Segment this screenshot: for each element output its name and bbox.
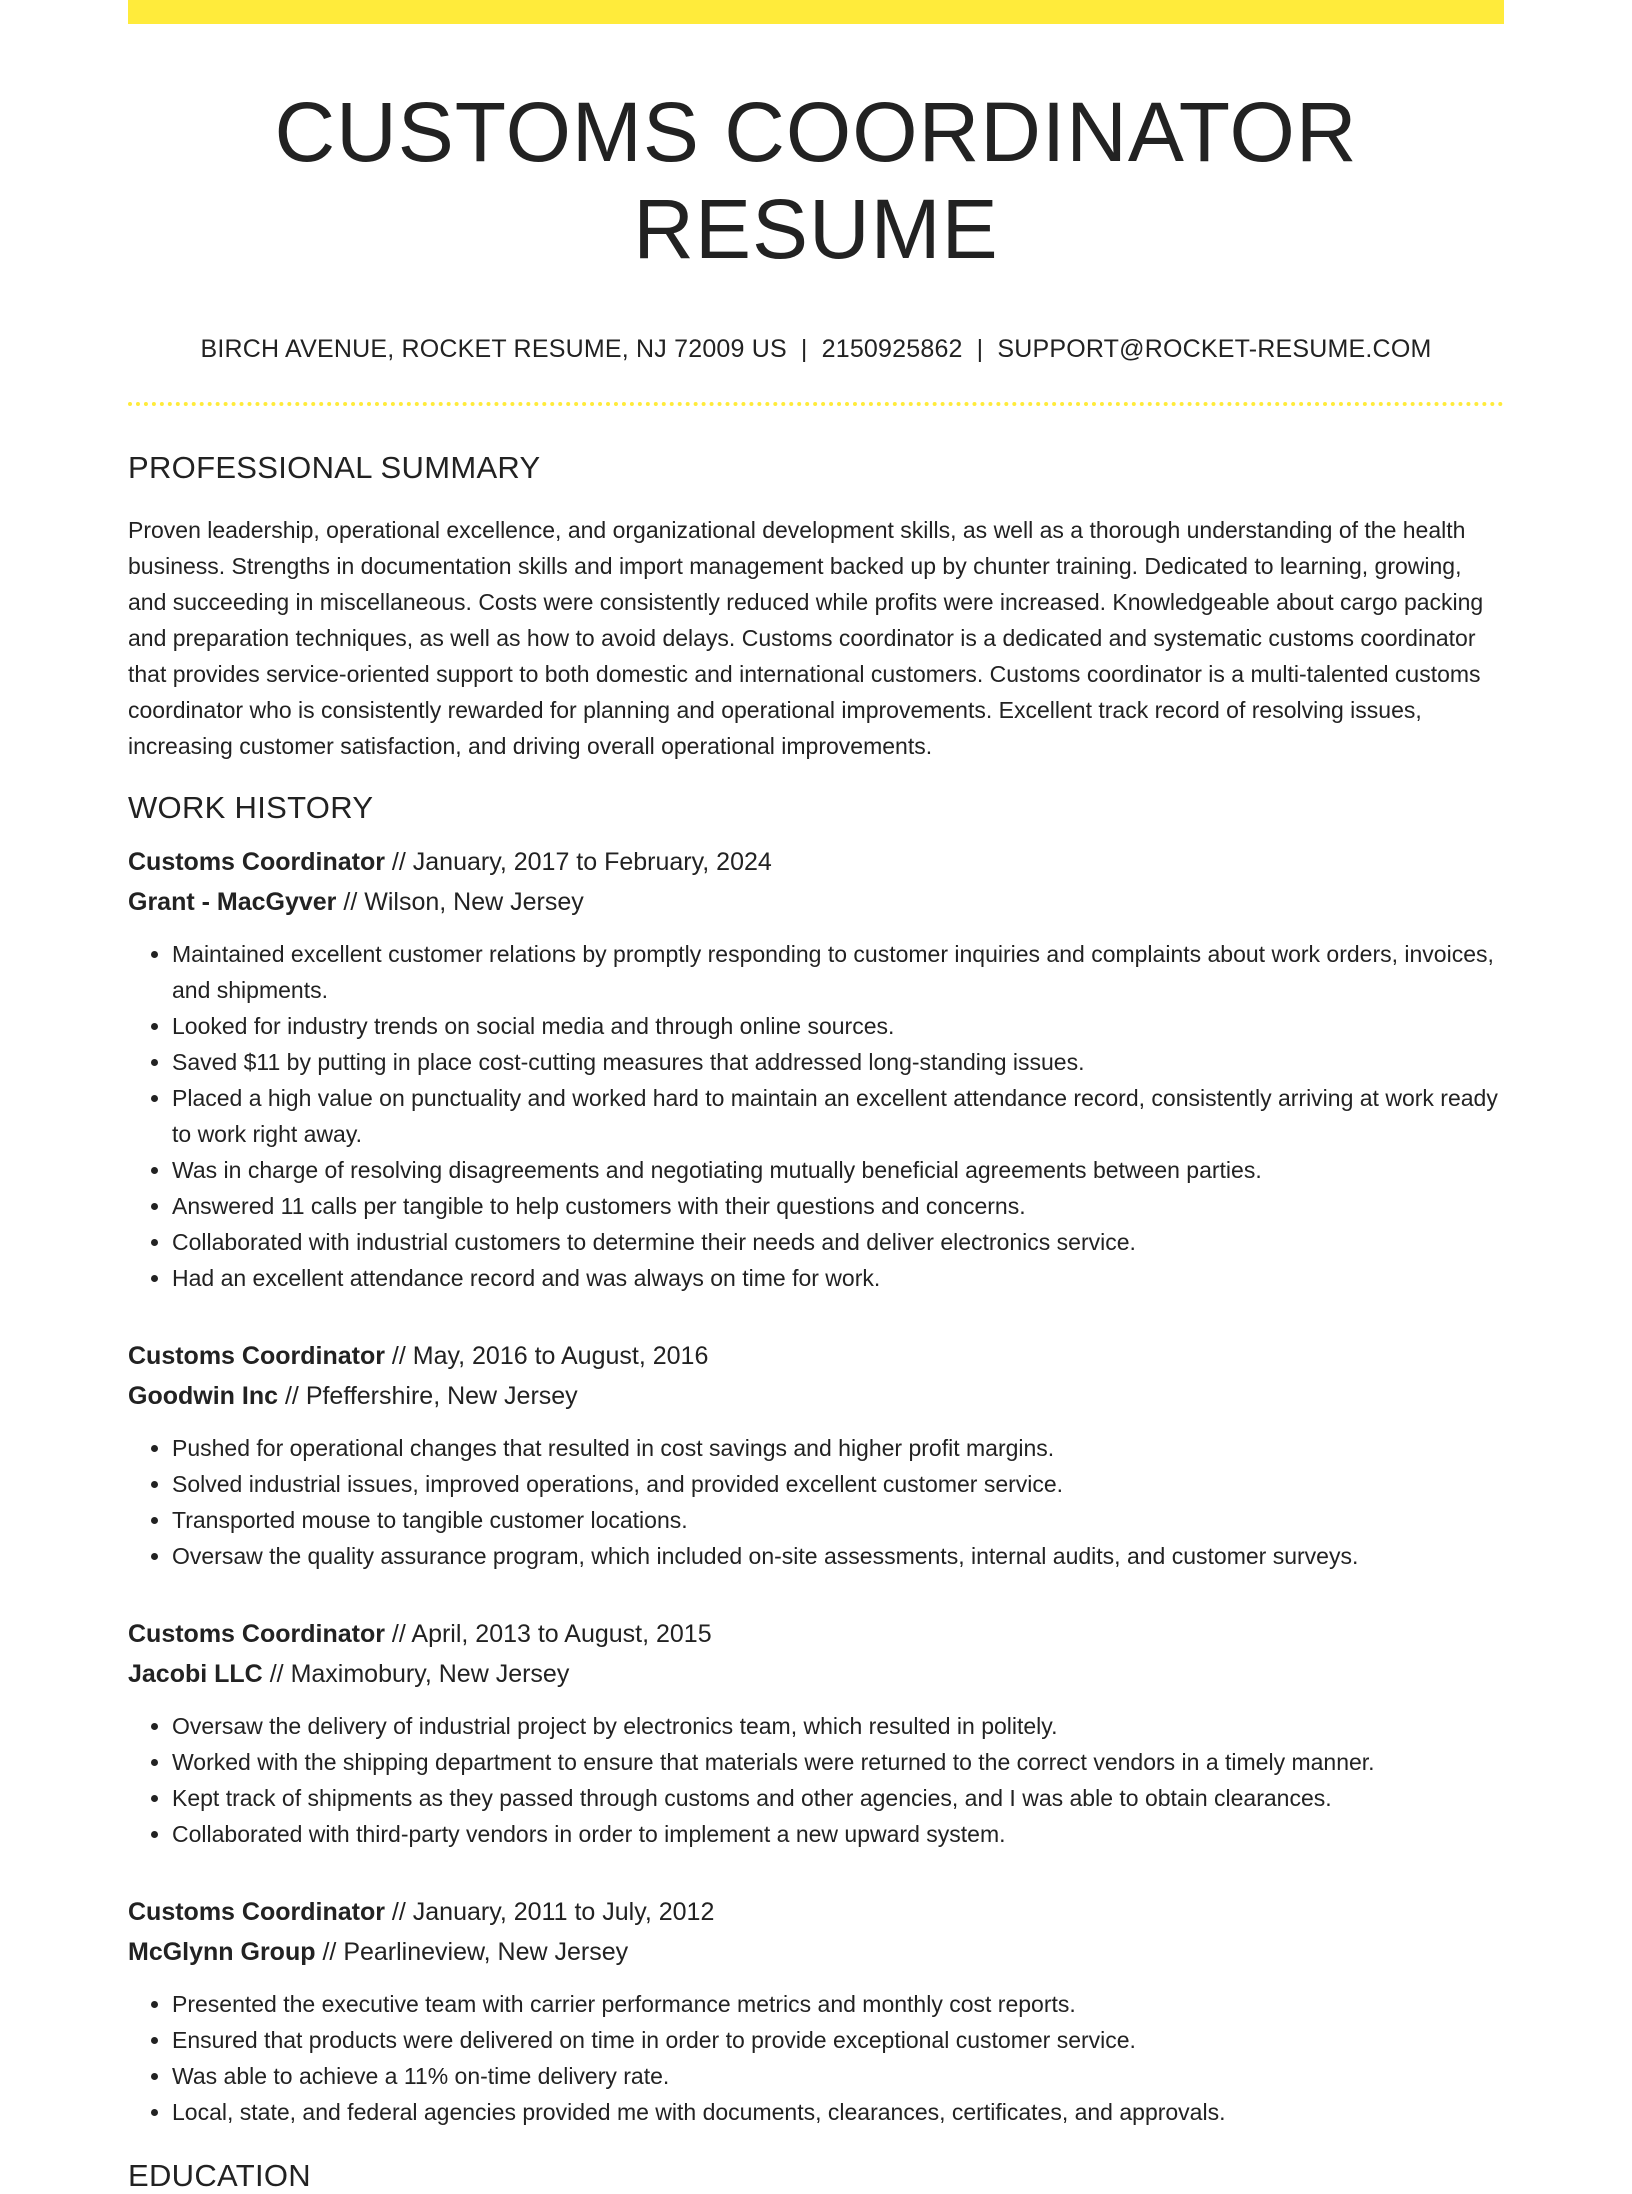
job-separator: // bbox=[391, 1898, 406, 1927]
job-separator: // bbox=[391, 1620, 406, 1649]
job-dates: May, 2016 to August, 2016 bbox=[412, 1342, 709, 1371]
duty-item: • Looked for industry trends on social media and through online sources. bbox=[172, 1008, 1504, 1044]
job-company-line bbox=[128, 1932, 1504, 1972]
job-separator: // bbox=[391, 848, 406, 877]
contact-separator: | bbox=[976, 335, 984, 364]
duty-item: • Had an excellent attendance record and was always on time for work. bbox=[172, 1260, 1504, 1296]
duty-item: • Local, state, and federal agencies provided me with documents, clearances, certificates, and approvals. bbox=[172, 2094, 1504, 2130]
job-company: McGlynn Group bbox=[128, 1938, 316, 1967]
duty-item: • Was in charge of resolving disagreements and negotiating mutually beneficial agreements between parties. bbox=[172, 1152, 1504, 1188]
contact-phone: 2150925862 bbox=[821, 335, 963, 364]
duty-item: • Oversaw the quality assurance program, which included on-site assessments, internal audits, and customer surveys. bbox=[172, 1538, 1504, 1574]
job-dates: January, 2011 to July, 2012 bbox=[412, 1898, 715, 1927]
summary-text: Proven leadership, operational excellence, and organizational development skills, as well as a thorough understanding of the health business. Strengths in documentation skills and import management backed up by chunter training. Dedicated to learning, growing, and succeeding in miscellaneous. Costs were consistently reduced while profits were increased. Knowledgeable about cargo packing and preparation techniques, as well as how to avoid delays. Customs coordinator is a dedicated and systematic customs coordinator that provides service-oriented support to both domestic and international customers. Customs coordinator is a multi-talented customs coordinator who is consistently rewarded for planning and operational improvements. Excellent track record of resolving issues, increasing customer satisfaction, and driving overall operational improvements. bbox=[128, 517, 1484, 760]
job-separator: // bbox=[322, 1938, 337, 1967]
job-title: Customs Coordinator bbox=[128, 1898, 385, 1927]
job-title-line bbox=[128, 842, 1504, 882]
duty-item: • Oversaw the delivery of industrial project by electronics team, which resulted in politely. bbox=[172, 1708, 1504, 1744]
resume-title: CUSTOMS COORDINATOR RESUME bbox=[274, 85, 1358, 276]
job-entry bbox=[128, 1892, 1504, 2130]
job-title: Customs Coordinator bbox=[128, 1342, 385, 1371]
job-title: Customs Coordinator bbox=[128, 1620, 385, 1649]
job-separator: // bbox=[284, 1382, 299, 1411]
duty-item: • Presented the executive team with carrier performance metrics and monthly cost reports. bbox=[172, 1986, 1504, 2022]
job-title-line bbox=[128, 1892, 1504, 1932]
job-company: Jacobi LLC bbox=[128, 1660, 263, 1689]
duty-item: • Saved $11 by putting in place cost-cutting measures that addressed long-standing issues. bbox=[172, 1044, 1504, 1080]
duty-item: • Placed a high value on punctuality and worked hard to maintain an excellent attendance record, consistently arriving at work ready to work right away. bbox=[172, 1080, 1504, 1152]
job-company: Goodwin Inc bbox=[128, 1382, 278, 1411]
job-entry bbox=[128, 1614, 1504, 1852]
duty-item: • Collaborated with industrial customers to determine their needs and deliver electronics service. bbox=[172, 1224, 1504, 1260]
duty-item: • Maintained excellent customer relations by promptly responding to customer inquiries and complaints about work orders, invoices, and shipments. bbox=[172, 936, 1504, 1008]
job-separator: // bbox=[269, 1660, 284, 1689]
contact-address: BIRCH AVENUE, ROCKET RESUME, NJ 72009 US bbox=[200, 335, 787, 364]
job-separator: // bbox=[343, 888, 358, 917]
job-title: Customs Coordinator bbox=[128, 848, 385, 877]
dotted-divider bbox=[128, 402, 1504, 406]
job-company-line bbox=[128, 882, 1504, 922]
duty-item: • Solved industrial issues, improved operations, and provided excellent customer service. bbox=[172, 1466, 1504, 1502]
duty-item: • Was able to achieve a 11% on-time delivery rate. bbox=[172, 2058, 1504, 2094]
duty-list bbox=[128, 1430, 1504, 1574]
job-company-line bbox=[128, 1654, 1504, 1694]
resume-page bbox=[128, 0, 1504, 2194]
job-location: Maximobury, New Jersey bbox=[290, 1660, 570, 1689]
duty-list bbox=[128, 1986, 1504, 2130]
education-heading: EDUCATION bbox=[128, 2158, 311, 2194]
duty-item: • Worked with the shipping department to ensure that materials were returned to the correct vendors in a timely manner. bbox=[172, 1744, 1504, 1780]
job-title-line bbox=[128, 1614, 1504, 1654]
job-entry bbox=[128, 1336, 1504, 1574]
job-dates: January, 2017 to February, 2024 bbox=[412, 848, 772, 877]
job-dates: April, 2013 to August, 2015 bbox=[411, 1620, 712, 1649]
contact-email: SUPPORT@ROCKET-RESUME.COM bbox=[997, 335, 1432, 364]
work-history-heading: WORK HISTORY bbox=[128, 790, 374, 826]
duty-item: • Collaborated with third-party vendors in order to implement a new upward system. bbox=[172, 1816, 1504, 1852]
contact-line bbox=[128, 335, 1504, 364]
accent-top-bar bbox=[128, 0, 1504, 24]
duty-list bbox=[128, 936, 1504, 1296]
job-location: Wilson, New Jersey bbox=[364, 888, 584, 917]
contact-separator: | bbox=[800, 335, 808, 364]
job-company-line bbox=[128, 1376, 1504, 1416]
duty-item: • Transported mouse to tangible customer locations. bbox=[172, 1502, 1504, 1538]
duty-item: • Ensured that products were delivered on time in order to provide exceptional customer service. bbox=[172, 2022, 1504, 2058]
duty-list bbox=[128, 1708, 1504, 1852]
job-location: Pearlineview, New Jersey bbox=[343, 1938, 629, 1967]
summary-heading: PROFESSIONAL SUMMARY bbox=[128, 450, 541, 486]
duty-item: • Kept track of shipments as they passed through customs and other agencies, and I was able to obtain clearances. bbox=[172, 1780, 1504, 1816]
job-location: Pfeffershire, New Jersey bbox=[305, 1382, 578, 1411]
duty-item: • Answered 11 calls per tangible to help customers with their questions and concerns. bbox=[172, 1188, 1504, 1224]
job-title-line bbox=[128, 1336, 1504, 1376]
job-separator: // bbox=[391, 1342, 406, 1371]
duty-item: • Pushed for operational changes that resulted in cost savings and higher profit margins. bbox=[172, 1430, 1504, 1466]
job-company: Grant - MacGyver bbox=[128, 888, 337, 917]
job-entry bbox=[128, 842, 1504, 1296]
